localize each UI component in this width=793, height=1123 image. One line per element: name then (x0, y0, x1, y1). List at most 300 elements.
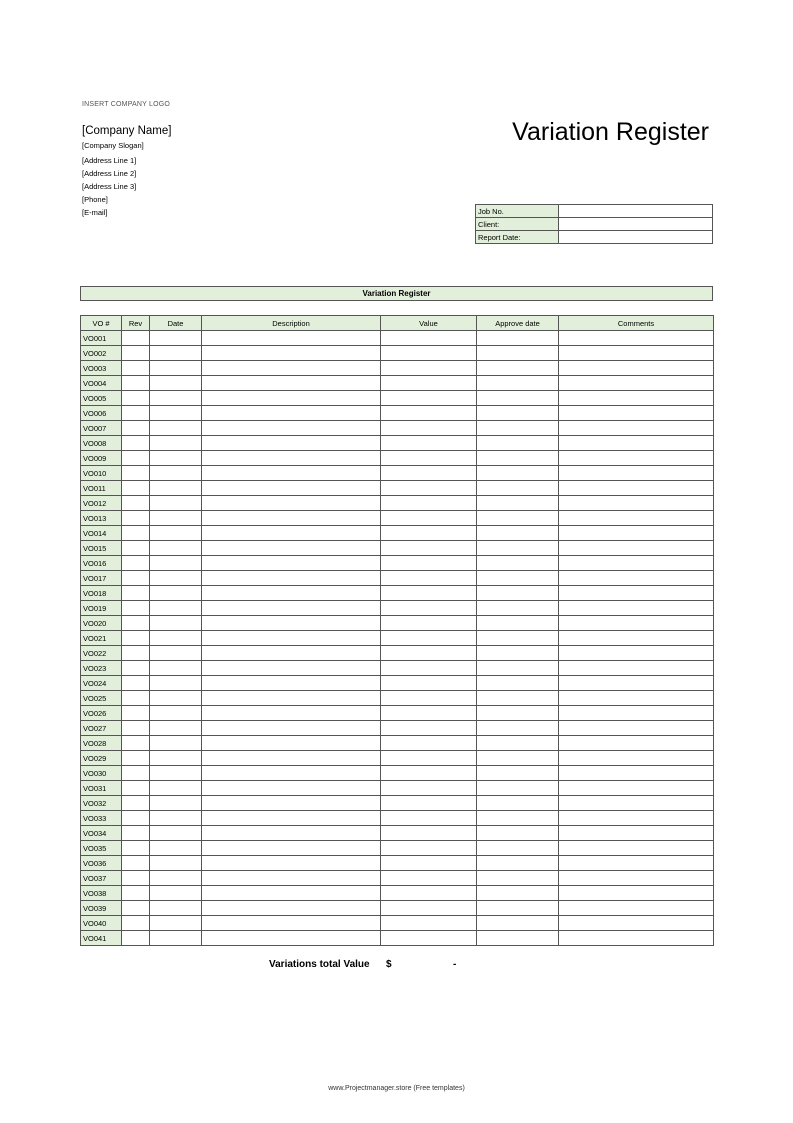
date-cell[interactable] (150, 511, 202, 526)
vo-number-cell: VO015 (81, 541, 122, 556)
vo-number-cell: VO031 (81, 781, 122, 796)
approve-date-cell[interactable] (477, 931, 559, 946)
date-cell[interactable] (150, 901, 202, 916)
description-cell[interactable] (202, 721, 381, 736)
description-cell[interactable] (202, 346, 381, 361)
vo-number-cell: VO035 (81, 841, 122, 856)
job-no-value[interactable] (559, 205, 713, 218)
description-cell[interactable] (202, 436, 381, 451)
date-cell[interactable] (150, 691, 202, 706)
description-cell[interactable] (202, 526, 381, 541)
vo-number-cell: VO036 (81, 856, 122, 871)
comments-cell[interactable] (559, 526, 714, 541)
rev-cell[interactable] (122, 466, 150, 481)
rev-cell[interactable] (122, 526, 150, 541)
approve-date-cell[interactable] (477, 766, 559, 781)
approve-date-cell[interactable] (477, 586, 559, 601)
col-header-comments: Comments (559, 316, 714, 331)
description-cell[interactable] (202, 541, 381, 556)
description-cell[interactable] (202, 871, 381, 886)
value-cell[interactable] (381, 766, 477, 781)
value-cell[interactable] (381, 886, 477, 901)
approve-date-cell[interactable] (477, 841, 559, 856)
description-cell[interactable] (202, 661, 381, 676)
date-cell[interactable] (150, 331, 202, 346)
comments-cell[interactable] (559, 451, 714, 466)
rev-cell[interactable] (122, 631, 150, 646)
description-cell[interactable] (202, 691, 381, 706)
value-cell[interactable] (381, 916, 477, 931)
footer-credit: www.Projectmanager.store (Free templates) (328, 1085, 465, 1092)
description-cell[interactable] (202, 466, 381, 481)
value-cell[interactable] (381, 391, 477, 406)
company-slogan: [Company Slogan] (82, 141, 144, 150)
rev-cell[interactable] (122, 796, 150, 811)
value-cell[interactable] (381, 661, 477, 676)
comments-cell[interactable] (559, 811, 714, 826)
approve-date-cell[interactable] (477, 781, 559, 796)
description-cell[interactable] (202, 886, 381, 901)
description-cell[interactable] (202, 571, 381, 586)
vo-number-cell: VO013 (81, 511, 122, 526)
description-cell[interactable] (202, 931, 381, 946)
date-cell[interactable] (150, 451, 202, 466)
description-cell[interactable] (202, 601, 381, 616)
approve-date-cell[interactable] (477, 361, 559, 376)
date-cell[interactable] (150, 616, 202, 631)
vo-number-cell: VO041 (81, 931, 122, 946)
date-cell[interactable] (150, 871, 202, 886)
comments-cell[interactable] (559, 676, 714, 691)
approve-date-cell[interactable] (477, 436, 559, 451)
date-cell[interactable] (150, 541, 202, 556)
description-cell[interactable] (202, 811, 381, 826)
approve-date-cell[interactable] (477, 616, 559, 631)
address-line-1: [Address Line 1] (82, 156, 137, 165)
vo-number-cell: VO032 (81, 796, 122, 811)
table-row (81, 751, 714, 766)
approve-date-cell[interactable] (477, 916, 559, 931)
comments-cell[interactable] (559, 496, 714, 511)
value-cell[interactable] (381, 346, 477, 361)
value-cell[interactable] (381, 901, 477, 916)
value-cell[interactable] (381, 541, 477, 556)
description-cell[interactable] (202, 511, 381, 526)
value-cell[interactable] (381, 631, 477, 646)
rev-cell[interactable] (122, 451, 150, 466)
approve-date-cell[interactable] (477, 346, 559, 361)
vo-number-cell: VO008 (81, 436, 122, 451)
rev-cell[interactable] (122, 601, 150, 616)
rev-cell[interactable] (122, 481, 150, 496)
rev-cell[interactable] (122, 721, 150, 736)
value-cell[interactable] (381, 376, 477, 391)
approve-date-cell[interactable] (477, 676, 559, 691)
description-cell[interactable] (202, 391, 381, 406)
date-cell[interactable] (150, 766, 202, 781)
approve-date-cell[interactable] (477, 886, 559, 901)
description-cell[interactable] (202, 916, 381, 931)
comments-cell[interactable] (559, 886, 714, 901)
date-cell[interactable] (150, 931, 202, 946)
description-cell[interactable] (202, 781, 381, 796)
table-row (81, 466, 714, 481)
comments-cell[interactable] (559, 346, 714, 361)
comments-cell[interactable] (559, 781, 714, 796)
description-cell[interactable] (202, 751, 381, 766)
table-row (81, 541, 714, 556)
value-cell[interactable] (381, 571, 477, 586)
comments-cell[interactable] (559, 361, 714, 376)
value-cell[interactable] (381, 526, 477, 541)
rev-cell[interactable] (122, 826, 150, 841)
value-cell[interactable] (381, 451, 477, 466)
value-cell[interactable] (381, 466, 477, 481)
value-cell[interactable] (381, 736, 477, 751)
rev-cell[interactable] (122, 331, 150, 346)
value-cell[interactable] (381, 676, 477, 691)
vo-number-cell: VO001 (81, 331, 122, 346)
table-row (81, 826, 714, 841)
approve-date-cell[interactable] (477, 856, 559, 871)
vo-number-cell: VO040 (81, 916, 122, 931)
description-cell[interactable] (202, 496, 381, 511)
approve-date-cell[interactable] (477, 826, 559, 841)
value-cell[interactable] (381, 406, 477, 421)
date-cell[interactable] (150, 661, 202, 676)
value-cell[interactable] (381, 586, 477, 601)
comments-cell[interactable] (559, 916, 714, 931)
approve-date-cell[interactable] (477, 331, 559, 346)
value-cell[interactable] (381, 496, 477, 511)
table-row (81, 421, 714, 436)
approve-date-cell[interactable] (477, 451, 559, 466)
vo-number-cell: VO023 (81, 661, 122, 676)
comments-cell[interactable] (559, 856, 714, 871)
date-cell[interactable] (150, 781, 202, 796)
comments-cell[interactable] (559, 466, 714, 481)
approve-date-cell[interactable] (477, 796, 559, 811)
rev-cell[interactable] (122, 646, 150, 661)
date-cell[interactable] (150, 646, 202, 661)
approve-date-cell[interactable] (477, 376, 559, 391)
description-cell[interactable] (202, 421, 381, 436)
comments-cell[interactable] (559, 601, 714, 616)
value-cell[interactable] (381, 706, 477, 721)
value-cell[interactable] (381, 856, 477, 871)
description-cell[interactable] (202, 406, 381, 421)
date-cell[interactable] (150, 526, 202, 541)
description-cell[interactable] (202, 556, 381, 571)
rev-cell[interactable] (122, 346, 150, 361)
rev-cell[interactable] (122, 781, 150, 796)
description-cell[interactable] (202, 856, 381, 871)
approve-date-cell[interactable] (477, 706, 559, 721)
approve-date-cell[interactable] (477, 481, 559, 496)
rev-cell[interactable] (122, 391, 150, 406)
table-row (81, 556, 714, 571)
approve-date-cell[interactable] (477, 496, 559, 511)
value-cell[interactable] (381, 556, 477, 571)
comments-cell[interactable] (559, 661, 714, 676)
rev-cell[interactable] (122, 901, 150, 916)
date-cell[interactable] (150, 481, 202, 496)
approve-date-cell[interactable] (477, 691, 559, 706)
description-cell[interactable] (202, 361, 381, 376)
value-cell[interactable] (381, 616, 477, 631)
value-cell[interactable] (381, 331, 477, 346)
comments-cell[interactable] (559, 436, 714, 451)
rev-cell[interactable] (122, 811, 150, 826)
rev-cell[interactable] (122, 676, 150, 691)
approve-date-cell[interactable] (477, 526, 559, 541)
approve-date-cell[interactable] (477, 646, 559, 661)
approve-date-cell[interactable] (477, 631, 559, 646)
table-row (81, 496, 714, 511)
date-cell[interactable] (150, 601, 202, 616)
approve-date-cell[interactable] (477, 871, 559, 886)
date-cell[interactable] (150, 571, 202, 586)
approve-date-cell[interactable] (477, 751, 559, 766)
value-cell[interactable] (381, 481, 477, 496)
date-cell[interactable] (150, 856, 202, 871)
comments-cell[interactable] (559, 406, 714, 421)
comments-cell[interactable] (559, 556, 714, 571)
comments-cell[interactable] (559, 571, 714, 586)
value-cell[interactable] (381, 871, 477, 886)
comments-cell[interactable] (559, 751, 714, 766)
rev-cell[interactable] (122, 766, 150, 781)
approve-date-cell[interactable] (477, 811, 559, 826)
date-cell[interactable] (150, 346, 202, 361)
rev-cell[interactable] (122, 751, 150, 766)
vo-number-cell: VO030 (81, 766, 122, 781)
value-cell[interactable] (381, 691, 477, 706)
comments-cell[interactable] (559, 841, 714, 856)
comments-cell[interactable] (559, 931, 714, 946)
table-row (81, 586, 714, 601)
table-row (81, 481, 714, 496)
approve-date-cell[interactable] (477, 721, 559, 736)
rev-cell[interactable] (122, 496, 150, 511)
table-row (81, 391, 714, 406)
date-cell[interactable] (150, 811, 202, 826)
value-cell[interactable] (381, 601, 477, 616)
register-header-row (81, 316, 714, 331)
rev-cell[interactable] (122, 406, 150, 421)
value-cell[interactable] (381, 811, 477, 826)
description-cell[interactable] (202, 736, 381, 751)
table-row (81, 406, 714, 421)
approve-date-cell[interactable] (477, 736, 559, 751)
rev-cell[interactable] (122, 361, 150, 376)
rev-cell[interactable] (122, 691, 150, 706)
total-currency: $ (386, 959, 392, 970)
client-value[interactable] (559, 218, 713, 231)
description-cell[interactable] (202, 631, 381, 646)
approve-date-cell[interactable] (477, 511, 559, 526)
approve-date-cell[interactable] (477, 901, 559, 916)
date-cell[interactable] (150, 466, 202, 481)
comments-cell[interactable] (559, 541, 714, 556)
address-line-3: [Address Line 3] (82, 182, 137, 191)
description-cell[interactable] (202, 796, 381, 811)
approve-date-cell[interactable] (477, 391, 559, 406)
rev-cell[interactable] (122, 586, 150, 601)
rev-cell[interactable] (122, 556, 150, 571)
job-no-label: Job No. (476, 205, 559, 218)
date-cell[interactable] (150, 916, 202, 931)
value-cell[interactable] (381, 436, 477, 451)
comments-cell[interactable] (559, 331, 714, 346)
comments-cell[interactable] (559, 376, 714, 391)
date-cell[interactable] (150, 631, 202, 646)
description-cell[interactable] (202, 451, 381, 466)
value-cell[interactable] (381, 826, 477, 841)
date-cell[interactable] (150, 706, 202, 721)
rev-cell[interactable] (122, 916, 150, 931)
date-cell[interactable] (150, 421, 202, 436)
comments-cell[interactable] (559, 826, 714, 841)
rev-cell[interactable] (122, 571, 150, 586)
description-cell[interactable] (202, 376, 381, 391)
value-cell[interactable] (381, 361, 477, 376)
table-row (81, 631, 714, 646)
date-cell[interactable] (150, 586, 202, 601)
vo-number-cell: VO019 (81, 601, 122, 616)
date-cell[interactable] (150, 556, 202, 571)
table-row (81, 346, 714, 361)
vo-number-cell: VO033 (81, 811, 122, 826)
date-cell[interactable] (150, 826, 202, 841)
rev-cell[interactable] (122, 421, 150, 436)
description-cell[interactable] (202, 766, 381, 781)
vo-number-cell: VO026 (81, 706, 122, 721)
table-row (81, 886, 714, 901)
description-cell[interactable] (202, 586, 381, 601)
value-cell[interactable] (381, 721, 477, 736)
date-cell[interactable] (150, 886, 202, 901)
approve-date-cell[interactable] (477, 466, 559, 481)
comments-cell[interactable] (559, 586, 714, 601)
description-cell[interactable] (202, 841, 381, 856)
description-cell[interactable] (202, 901, 381, 916)
email: [E-mail] (82, 208, 108, 217)
comments-cell[interactable] (559, 481, 714, 496)
comments-cell[interactable] (559, 796, 714, 811)
date-cell[interactable] (150, 721, 202, 736)
table-row (81, 361, 714, 376)
comments-cell[interactable] (559, 631, 714, 646)
rev-cell[interactable] (122, 931, 150, 946)
table-row (81, 601, 714, 616)
date-cell[interactable] (150, 496, 202, 511)
comments-cell[interactable] (559, 391, 714, 406)
approve-date-cell[interactable] (477, 571, 559, 586)
report-date-value[interactable] (559, 231, 713, 244)
date-cell[interactable] (150, 676, 202, 691)
description-cell[interactable] (202, 331, 381, 346)
comments-cell[interactable] (559, 616, 714, 631)
rev-cell[interactable] (122, 661, 150, 676)
table-row (81, 706, 714, 721)
approve-date-cell[interactable] (477, 556, 559, 571)
date-cell[interactable] (150, 841, 202, 856)
value-cell[interactable] (381, 796, 477, 811)
approve-date-cell[interactable] (477, 406, 559, 421)
table-row (81, 721, 714, 736)
vo-number-cell: VO005 (81, 391, 122, 406)
approve-date-cell[interactable] (477, 661, 559, 676)
approve-date-cell[interactable] (477, 541, 559, 556)
comments-cell[interactable] (559, 901, 714, 916)
comments-cell[interactable] (559, 646, 714, 661)
description-cell[interactable] (202, 706, 381, 721)
rev-cell[interactable] (122, 856, 150, 871)
vo-number-cell: VO002 (81, 346, 122, 361)
value-cell[interactable] (381, 931, 477, 946)
comments-cell[interactable] (559, 706, 714, 721)
date-cell[interactable] (150, 751, 202, 766)
value-cell[interactable] (381, 841, 477, 856)
value-cell[interactable] (381, 511, 477, 526)
comments-cell[interactable] (559, 511, 714, 526)
rev-cell[interactable] (122, 436, 150, 451)
value-cell[interactable] (381, 781, 477, 796)
comments-cell[interactable] (559, 721, 714, 736)
date-cell[interactable] (150, 376, 202, 391)
company-name: [Company Name] (82, 125, 172, 137)
date-cell[interactable] (150, 361, 202, 376)
col-header-vo: VO # (81, 316, 122, 331)
rev-cell[interactable] (122, 616, 150, 631)
table-row (81, 871, 714, 886)
comments-cell[interactable] (559, 691, 714, 706)
comments-cell[interactable] (559, 736, 714, 751)
date-cell[interactable] (150, 391, 202, 406)
description-cell[interactable] (202, 826, 381, 841)
description-cell[interactable] (202, 481, 381, 496)
approve-date-cell[interactable] (477, 421, 559, 436)
rev-cell[interactable] (122, 871, 150, 886)
vo-number-cell: VO027 (81, 721, 122, 736)
rev-cell[interactable] (122, 511, 150, 526)
rev-cell[interactable] (122, 706, 150, 721)
comments-cell[interactable] (559, 421, 714, 436)
comments-cell[interactable] (559, 766, 714, 781)
rev-cell[interactable] (122, 736, 150, 751)
description-cell[interactable] (202, 676, 381, 691)
value-cell[interactable] (381, 421, 477, 436)
rev-cell[interactable] (122, 841, 150, 856)
comments-cell[interactable] (559, 871, 714, 886)
date-cell[interactable] (150, 406, 202, 421)
date-cell[interactable] (150, 736, 202, 751)
rev-cell[interactable] (122, 886, 150, 901)
vo-number-cell: VO038 (81, 886, 122, 901)
rev-cell[interactable] (122, 376, 150, 391)
vo-number-cell: VO003 (81, 361, 122, 376)
vo-number-cell: VO017 (81, 571, 122, 586)
approve-date-cell[interactable] (477, 601, 559, 616)
date-cell[interactable] (150, 436, 202, 451)
description-cell[interactable] (202, 616, 381, 631)
date-cell[interactable] (150, 796, 202, 811)
rev-cell[interactable] (122, 541, 150, 556)
value-cell[interactable] (381, 646, 477, 661)
value-cell[interactable] (381, 751, 477, 766)
description-cell[interactable] (202, 646, 381, 661)
